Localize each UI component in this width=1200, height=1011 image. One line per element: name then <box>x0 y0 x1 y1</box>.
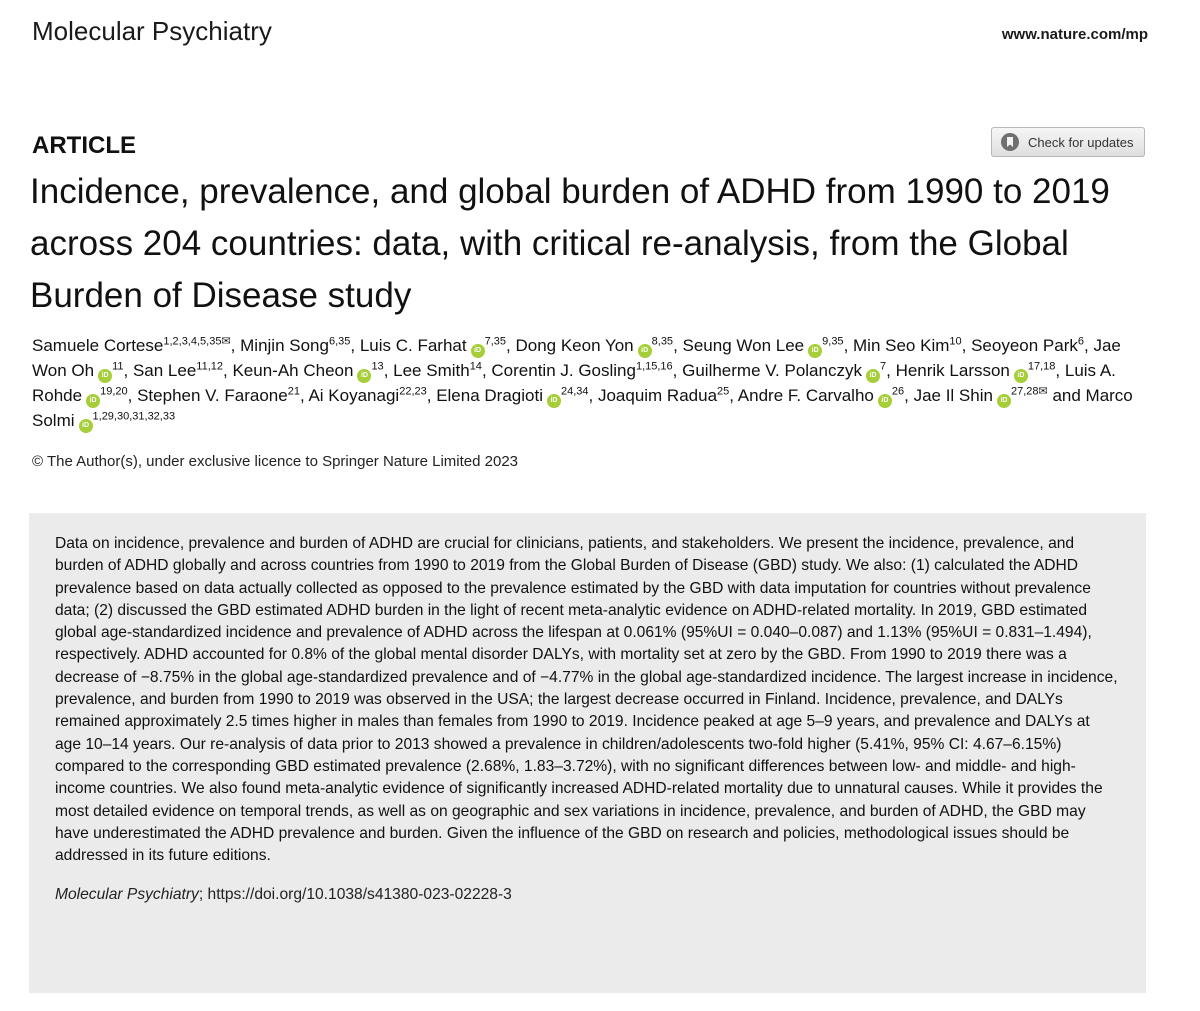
author-affiliation: 1,15,16 <box>635 360 673 373</box>
orcid-icon[interactable]: iD <box>866 369 880 383</box>
author-affiliation: 10 <box>949 335 962 348</box>
author-name[interactable]: Marco Solmi <box>32 386 1133 430</box>
author-name[interactable]: Min Seo Kim <box>853 336 950 355</box>
orcid-icon[interactable]: iD <box>808 344 822 358</box>
author-name[interactable]: Corentin J. Gosling <box>491 361 636 380</box>
author-separator: , <box>673 336 683 355</box>
author-name[interactable]: San Lee <box>132 361 197 380</box>
author-separator: , <box>886 361 896 380</box>
author-affiliation: 22,23 <box>399 385 427 398</box>
orcid-icon[interactable]: iD <box>79 419 93 433</box>
author-name[interactable]: Minjin Song <box>240 336 329 355</box>
author-separator: , <box>1084 336 1094 355</box>
author-affiliation: 27,28 <box>1010 385 1039 398</box>
author-affiliation: 19,20 <box>100 385 128 398</box>
author-affiliation: 26 <box>891 385 905 398</box>
author-affiliation: 11,12 <box>196 360 223 373</box>
author-name[interactable]: Guilherme V. Polanczyk <box>682 361 862 380</box>
author-separator: , <box>729 386 738 405</box>
author-affiliation: 6,35 <box>328 335 351 348</box>
author-name[interactable]: Henrik Larsson <box>895 361 1010 380</box>
author-affiliation: 7,35 <box>484 335 507 348</box>
citation-journal: Molecular Psychiatry <box>55 886 199 904</box>
journal-url-link[interactable]: www.nature.com/mp <box>1001 26 1148 43</box>
author-name[interactable]: Jae Il Shin <box>913 386 993 405</box>
author-separator: , <box>588 386 598 405</box>
author-affiliation: 25 <box>717 385 730 398</box>
author-name[interactable]: Keun-Ah Cheon <box>232 361 354 380</box>
author-separator: , <box>230 336 241 355</box>
author-separator: , <box>672 361 683 380</box>
orcid-icon[interactable]: iD <box>471 344 485 358</box>
check-for-updates-button[interactable] <box>991 127 1145 157</box>
author-name[interactable]: Ai Koyanagi <box>308 386 400 405</box>
copyright-notice: © The Author(s), under exclusive licence to Springer Nature Limited 2023 <box>32 453 519 470</box>
orcid-icon[interactable]: iD <box>98 369 112 383</box>
citation-doi-link[interactable]: ; https://doi.org/10.1038/s41380-023-02228-3 <box>198 886 512 904</box>
author-affiliation: 8,35 <box>651 335 674 348</box>
orcid-icon[interactable]: iD <box>547 394 561 408</box>
author-affiliation: 17,18 <box>1027 360 1056 373</box>
author-name[interactable]: Joaquim Radua <box>597 386 718 405</box>
author-affiliation: 9,35 <box>822 335 844 348</box>
author-separator: , <box>843 336 854 355</box>
author-name[interactable]: Stephen V. Faraone <box>137 386 288 405</box>
orcid-icon[interactable]: iD <box>638 344 652 358</box>
envelope-icon[interactable]: ✉ <box>221 335 231 348</box>
orcid-icon[interactable]: iD <box>878 394 892 408</box>
author-separator: , <box>123 361 133 380</box>
citation-line <box>55 886 1120 904</box>
author-separator: , <box>1055 361 1065 380</box>
article-title: Incidence, prevalence, and global burden of ADHD from 1990 to 2019 across 204 countries: data, with critical re-analysis, from the Global Burden of Disease study <box>30 172 1110 315</box>
author-affiliation: 13 <box>371 360 384 373</box>
author-affiliation: 24,34 <box>560 385 589 398</box>
author-separator: , <box>904 386 914 405</box>
author-separator: , <box>481 361 492 380</box>
author-name[interactable]: Dong Keon Yon <box>515 336 634 355</box>
author-name[interactable]: Luis A. Rohde <box>32 361 1116 405</box>
author-affiliation: 7 <box>879 360 887 373</box>
author-name[interactable]: Seoyeon Park <box>971 336 1078 355</box>
author-separator: , <box>223 361 233 380</box>
author-name[interactable]: Elena Dragioti <box>436 386 543 405</box>
article-type-label: ARTICLE <box>32 132 136 159</box>
envelope-icon[interactable]: ✉ <box>1038 385 1048 398</box>
author-separator: , <box>127 386 138 405</box>
author-name[interactable]: Jae Won Oh <box>32 336 1121 380</box>
abstract-panel <box>29 513 1146 993</box>
author-affiliation: 6 <box>1077 335 1085 348</box>
author-list <box>32 333 1157 433</box>
journal-name: Molecular Psychiatry <box>32 16 272 46</box>
author-separator: , <box>426 386 437 405</box>
author-name[interactable]: Andre F. Carvalho <box>737 386 874 405</box>
author-separator: , <box>299 386 309 405</box>
author-affiliation: 1,29,30,31,32,33 <box>92 410 176 423</box>
author-separator: and <box>1047 386 1086 405</box>
author-affiliation: 1,2,3,4,5,35 <box>163 335 222 348</box>
orcid-icon[interactable]: iD <box>357 369 371 383</box>
author-affiliation: 11 <box>112 360 124 373</box>
author-separator: , <box>961 336 972 355</box>
check-for-updates-label: Check for updates <box>1028 134 1134 150</box>
author-affiliation: 14 <box>469 360 482 373</box>
orcid-icon[interactable]: iD <box>86 394 100 408</box>
author-name[interactable]: Luis C. Farhat <box>359 336 467 355</box>
author-name[interactable]: Lee Smith <box>393 361 470 380</box>
author-separator: , <box>383 361 394 380</box>
author-affiliation: 21 <box>287 385 300 398</box>
orcid-icon[interactable]: iD <box>1014 369 1028 383</box>
abstract-text: Data on incidence, prevalence and burden of ADHD are crucial for clinicians, patients, and stakeholders. We present the incidence, prevalence, and burden of ADHD globally and across countries from 1990 to 2019 from the Global Burden of Disease (GBD) study. We also: (1) calculated the ADHD prevalence based on data actually collected as opposed to the prevalence estimated by the GBD with data imputation for countries without prevalence data; (2) discussed the GBD estimated ADHD burden in the light of recent meta-analytic evidence on ADHD-related mortality. In 2019, GBD estimated global age-standardized incidence and prevalence of ADHD across the lifespan at 0.061% (95%UI = 0.040–0.087) and 1.13% (95%UI = 0.831–1.494), respectively. ADHD accounted for 0.8% of the global mental disorder DALYs, with mortality set at zero by the GBD. From 1990 to 2019 there was a decrease of −8.75% in the global age-standardized prevalence and of −4.77% in the global age-standardized incidence. The largest increase in incidence, prevalence, and burden from 1990 to 2019 was observed in the USA; the largest decrease occurred in Finland. Incidence, prevalence, and DALYs remained approximately 2.5 times higher in males than females from 1990 to 2019. Incidence peaked at age 5–9 years, and prevalence and DALYs at age 10–14 years. Our re-analysis of data prior to 2013 showed a prevalence in children/adolescents two-fold higher (5.41%, 95% CI: 4.67–6.15%) compared to the corresponding GBD estimated prevalence (2.68%, 1.83–3.72%), with no significant differences between low- and middle- and high-income countries. We also found meta-analytic evidence of significantly increased ADHD-related mortality due to unnatural causes. While it provides the most detailed evidence on temporal trends, as well as on geographic and sex variations in incidence, prevalence, and burden of ADHD, the GBD may have underestimated the ADHD prevalence and burden. Given the influence of the GBD on research and policies, methodological issues should be addressed in its future editions. <box>55 535 1118 865</box>
author-separator: , <box>506 336 516 355</box>
author-separator: , <box>350 336 360 355</box>
author-name[interactable]: Samuele Cortese <box>32 336 164 355</box>
author-name[interactable]: Seung Won Lee <box>682 336 805 355</box>
orcid-icon[interactable]: iD <box>997 394 1011 408</box>
bookmark-icon <box>1000 132 1020 152</box>
